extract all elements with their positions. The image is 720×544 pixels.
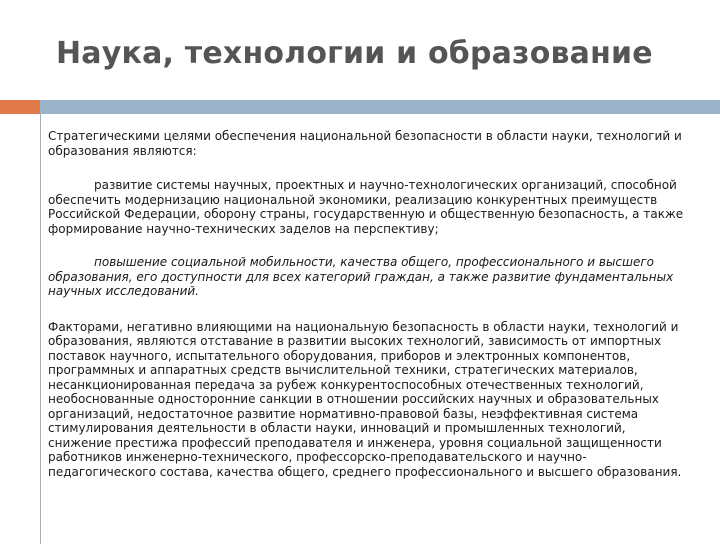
slide-body (48, 129, 688, 479)
slide-title: Наука, технологии и образование (56, 36, 653, 71)
goal-item-2: повышение социальной мобильности, качества общего, профессионального и высшего образования, его доступности для всех категорий граждан, а также развитие фундаментальных научных исследований. (48, 255, 674, 298)
title-rule-bar (40, 100, 720, 114)
left-vertical-rule (40, 114, 41, 544)
lead-paragraph: Стратегическими целями обеспечения национальной безопасности в области науки, технологий и образования являются: (48, 129, 682, 158)
goal-item-1: развитие системы научных, проектных и научно-технологических организаций, способной обеспечить модернизацию национальной экономики, реализацию конкурентных преимуществ Российской Федерации, оборону страны, государственную и общественную безопасность, а также формирование научно-технических заделов на перспективу; (48, 178, 684, 236)
factors-paragraph: Факторами, негативно влияющими на национальную безопасность в области науки, технологий и образования, являются отставание в развитии высоких технологий, зависимость от импортных поставок научного, испытательного оборудования, приборов и электронных компонентов, программных и аппаратных средств вычислительной техники, стратегических материалов, несанкционированная передача за рубеж конкурентоспособных отечественных технологий, необоснованные односторонние санкции в отношении российских научных и образовательных организаций, недостаточное развитие нормативно-правовой базы, неэффективная система стимулирования деятельности в области науки, инноваций и промышленных технологий, снижение престижа профессий преподавателя и инженера, уровня социальной защищенности работников инженерно-технического, профессорско-преподавательского и научно-педагогического состава, качества общего, среднего профессионального и высшего образования. (48, 319, 682, 479)
title-rule-accent (0, 100, 40, 114)
